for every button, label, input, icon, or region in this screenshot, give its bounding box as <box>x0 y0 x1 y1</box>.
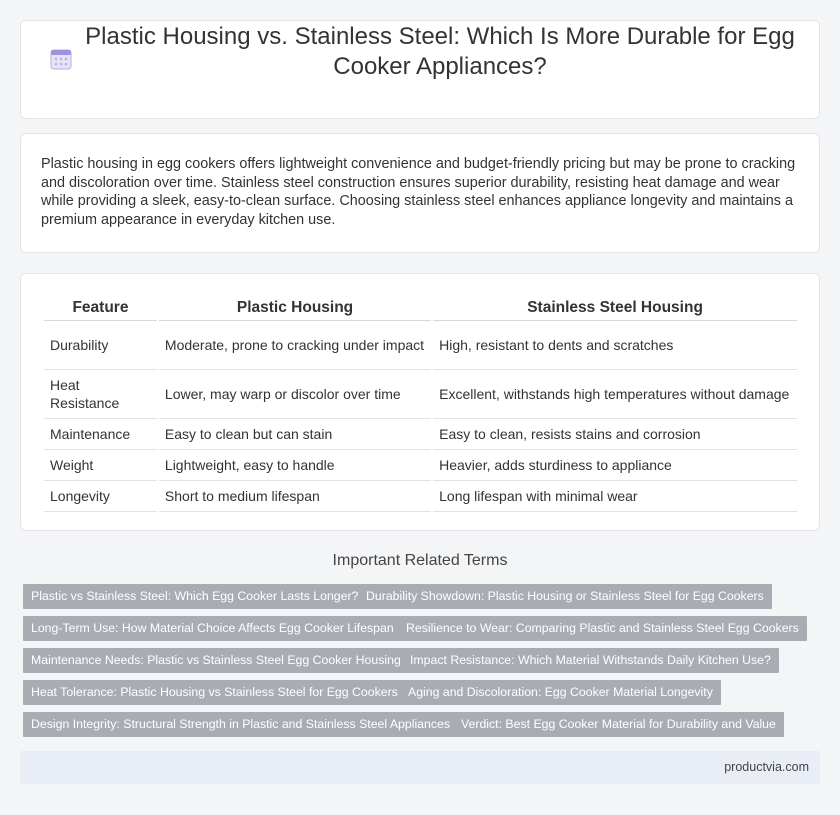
related-tag[interactable]: Heat Tolerance: Plastic Housing vs Stainless Steel for Egg Cookers <box>23 680 406 705</box>
related-tag[interactable]: Aging and Discoloration: Egg Cooker Material Longevity <box>400 680 721 705</box>
column-header-plastic: Plastic Housing <box>159 296 431 321</box>
cell-steel: Heavier, adds sturdiness to appliance <box>433 450 797 481</box>
cell-feature: Longevity <box>44 481 157 512</box>
page-title: Plastic Housing vs. Stainless Steel: Which Is More Durable for Egg Cooker Appliances? <box>85 23 795 80</box>
footer-site[interactable]: productvia.com <box>724 760 809 774</box>
comparison-table <box>42 296 799 512</box>
intro-card <box>20 133 820 253</box>
related-tag[interactable]: Resilience to Wear: Comparing Plastic and Stainless Steel Egg Cookers <box>398 616 807 641</box>
column-header-steel: Stainless Steel Housing <box>433 296 797 321</box>
related-tag[interactable]: Impact Resistance: Which Material Withstands Daily Kitchen Use? <box>402 648 779 673</box>
intro-paragraph: Plastic housing in egg cookers offers lightweight convenience and budget-friendly pricing but may be prone to cracking and discoloration over time. Stainless steel construction ensures superior durability, resisting heat damage and wear while providing a sleek, easy-to-clean surface. Choosing stainless steel enhances appliance longevity and maintains a premium appearance in everyday kitchen use. <box>41 156 796 228</box>
related-tag[interactable]: Verdict: Best Egg Cooker Material for Durability and Value <box>453 712 784 737</box>
table-row <box>44 370 797 419</box>
table-row <box>44 481 797 512</box>
related-tag[interactable]: Long-Term Use: How Material Choice Affects Egg Cooker Lifespan <box>23 616 402 641</box>
cell-steel: Long lifespan with minimal wear <box>433 481 797 512</box>
table-row <box>44 419 797 450</box>
related-tag[interactable]: Durability Showdown: Plastic Housing or Stainless Steel for Egg Cookers <box>358 584 772 609</box>
cell-plastic: Moderate, prone to cracking under impact <box>159 321 431 370</box>
table-row <box>44 450 797 481</box>
cell-plastic: Lightweight, easy to handle <box>159 450 431 481</box>
cell-feature: Weight <box>44 450 157 481</box>
comparison-table-card <box>20 273 820 531</box>
cell-feature: Maintenance <box>44 419 157 450</box>
cell-steel: Easy to clean, resists stains and corrosion <box>433 419 797 450</box>
cell-feature: Heat Resistance <box>44 370 157 419</box>
related-terms-heading: Important Related Terms <box>332 552 508 569</box>
table-header-row <box>44 296 797 321</box>
related-tag[interactable]: Maintenance Needs: Plastic vs Stainless Steel Egg Cooker Housing <box>23 648 409 673</box>
related-tag[interactable]: Design Integrity: Structural Strength in Plastic and Stainless Steel Appliances <box>23 712 458 737</box>
cell-feature: Durability <box>44 321 157 370</box>
page-title-wrap <box>40 22 820 82</box>
footer <box>20 751 820 784</box>
table-row <box>44 321 797 370</box>
related-tag[interactable]: Plastic vs Stainless Steel: Which Egg Cooker Lasts Longer? <box>23 584 366 609</box>
column-header-feature: Feature <box>44 296 157 321</box>
cell-steel: High, resistant to dents and scratches <box>433 321 797 370</box>
cell-plastic: Easy to clean but can stain <box>159 419 431 450</box>
cell-plastic: Short to medium lifespan <box>159 481 431 512</box>
cell-plastic: Lower, may warp or discolor over time <box>159 370 431 419</box>
cell-steel: Excellent, withstands high temperatures without damage <box>433 370 797 419</box>
